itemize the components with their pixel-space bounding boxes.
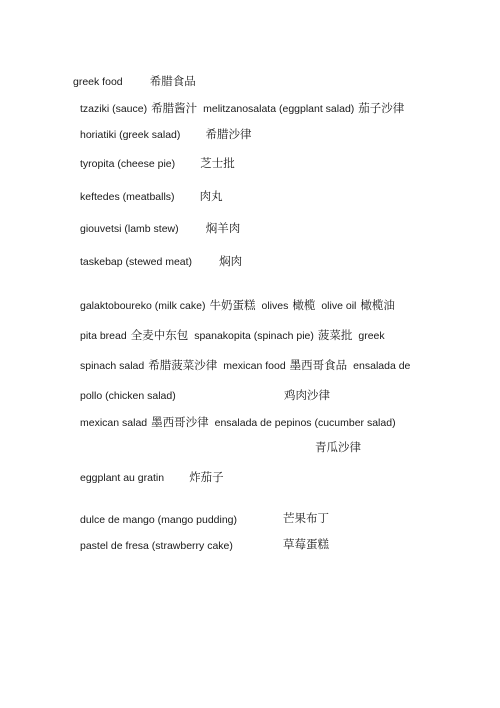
entry-translation: 焖肉 bbox=[219, 254, 243, 268]
entry-translation: 茄子沙律 bbox=[358, 101, 405, 115]
entry-term: tzaziki (sauce) bbox=[80, 103, 148, 115]
entry-term: tyropita (cheese pie) bbox=[80, 158, 176, 170]
entry-line-14 bbox=[80, 536, 233, 552]
heading bbox=[73, 72, 196, 88]
entry-term: giouvetsi (lamb stew) bbox=[80, 223, 179, 235]
entry-term: dulce de mango (mango pudding) bbox=[80, 514, 238, 526]
entry-term: horiatiki (greek salad) bbox=[80, 129, 181, 141]
entry-line-9 bbox=[80, 356, 410, 372]
entry-line-11-translation bbox=[315, 438, 361, 454]
entry-translation: 芒果布丁 bbox=[283, 511, 329, 525]
entry-translation: 墨西哥食品 bbox=[289, 358, 348, 372]
entry-term: greek bbox=[358, 330, 385, 342]
entry-translation: 青瓜沙律 bbox=[315, 440, 361, 454]
entry-line-7 bbox=[80, 296, 395, 312]
entry-term: melitzanosalata (eggplant salad) bbox=[203, 103, 355, 115]
entry-line-3 bbox=[80, 154, 235, 170]
entry-term: eggplant au gratin bbox=[80, 472, 165, 484]
entry-translation: 希腊沙律 bbox=[205, 127, 252, 141]
entry-term: pita bread bbox=[80, 330, 127, 342]
entry-line-10-translation bbox=[284, 386, 330, 402]
heading-zh: 希腊食品 bbox=[149, 74, 196, 88]
entry-translation: 菠菜批 bbox=[317, 328, 353, 342]
entry-term: ensalada de pepinos (cucumber salad) bbox=[214, 417, 396, 429]
entry-term: ensalada de bbox=[353, 360, 411, 372]
entry-translation: 炸茄子 bbox=[189, 470, 224, 484]
entry-term: spinach salad bbox=[80, 360, 145, 372]
entry-line-13-translation bbox=[283, 509, 329, 525]
entry-line-6 bbox=[80, 252, 242, 268]
entry-term: taskebap (stewed meat) bbox=[80, 256, 193, 268]
entry-translation: 墨西哥沙律 bbox=[151, 415, 209, 429]
entry-line-14-translation bbox=[283, 535, 329, 551]
entry-line-5 bbox=[80, 219, 240, 235]
entry-term: mexican salad bbox=[80, 417, 148, 429]
entry-term: keftedes (meatballs) bbox=[80, 191, 175, 203]
entry-line-2 bbox=[80, 125, 251, 141]
entry-translation: 肉丸 bbox=[199, 189, 223, 203]
entry-translation: 牛奶蛋糕 bbox=[209, 298, 256, 312]
entry-translation: 芝士批 bbox=[200, 156, 235, 170]
entry-translation: 橄榄 bbox=[292, 298, 316, 312]
heading-en: greek food bbox=[73, 76, 123, 88]
entry-translation: 草莓蛋糕 bbox=[283, 537, 329, 551]
entry-translation: 鸡肉沙律 bbox=[284, 388, 330, 402]
entry-line-12 bbox=[80, 468, 224, 484]
entry-term: mexican food bbox=[223, 360, 286, 372]
entry-line-1 bbox=[80, 99, 404, 115]
entry-term: pastel de fresa (strawberry cake) bbox=[80, 540, 233, 552]
entry-term: galaktoboureko (milk cake) bbox=[80, 300, 206, 312]
entry-line-13 bbox=[80, 510, 237, 526]
entry-translation: 希腊菠菜沙律 bbox=[148, 358, 218, 372]
entry-term: olive oil bbox=[321, 300, 357, 312]
entry-line-10 bbox=[80, 386, 176, 402]
entry-term: spanakopita (spinach pie) bbox=[194, 330, 314, 342]
entry-term: pollo (chicken salad) bbox=[80, 390, 176, 402]
entry-translation: 橄榄油 bbox=[360, 298, 395, 312]
entry-translation: 全麦中东包 bbox=[130, 328, 189, 342]
entry-term: olives bbox=[261, 300, 289, 312]
entry-line-11 bbox=[80, 413, 396, 429]
entry-translation: 焖羊肉 bbox=[205, 221, 241, 235]
entry-translation: 希腊酱汁 bbox=[151, 101, 198, 115]
entry-line-8 bbox=[80, 326, 385, 342]
entry-line-4 bbox=[80, 187, 223, 203]
